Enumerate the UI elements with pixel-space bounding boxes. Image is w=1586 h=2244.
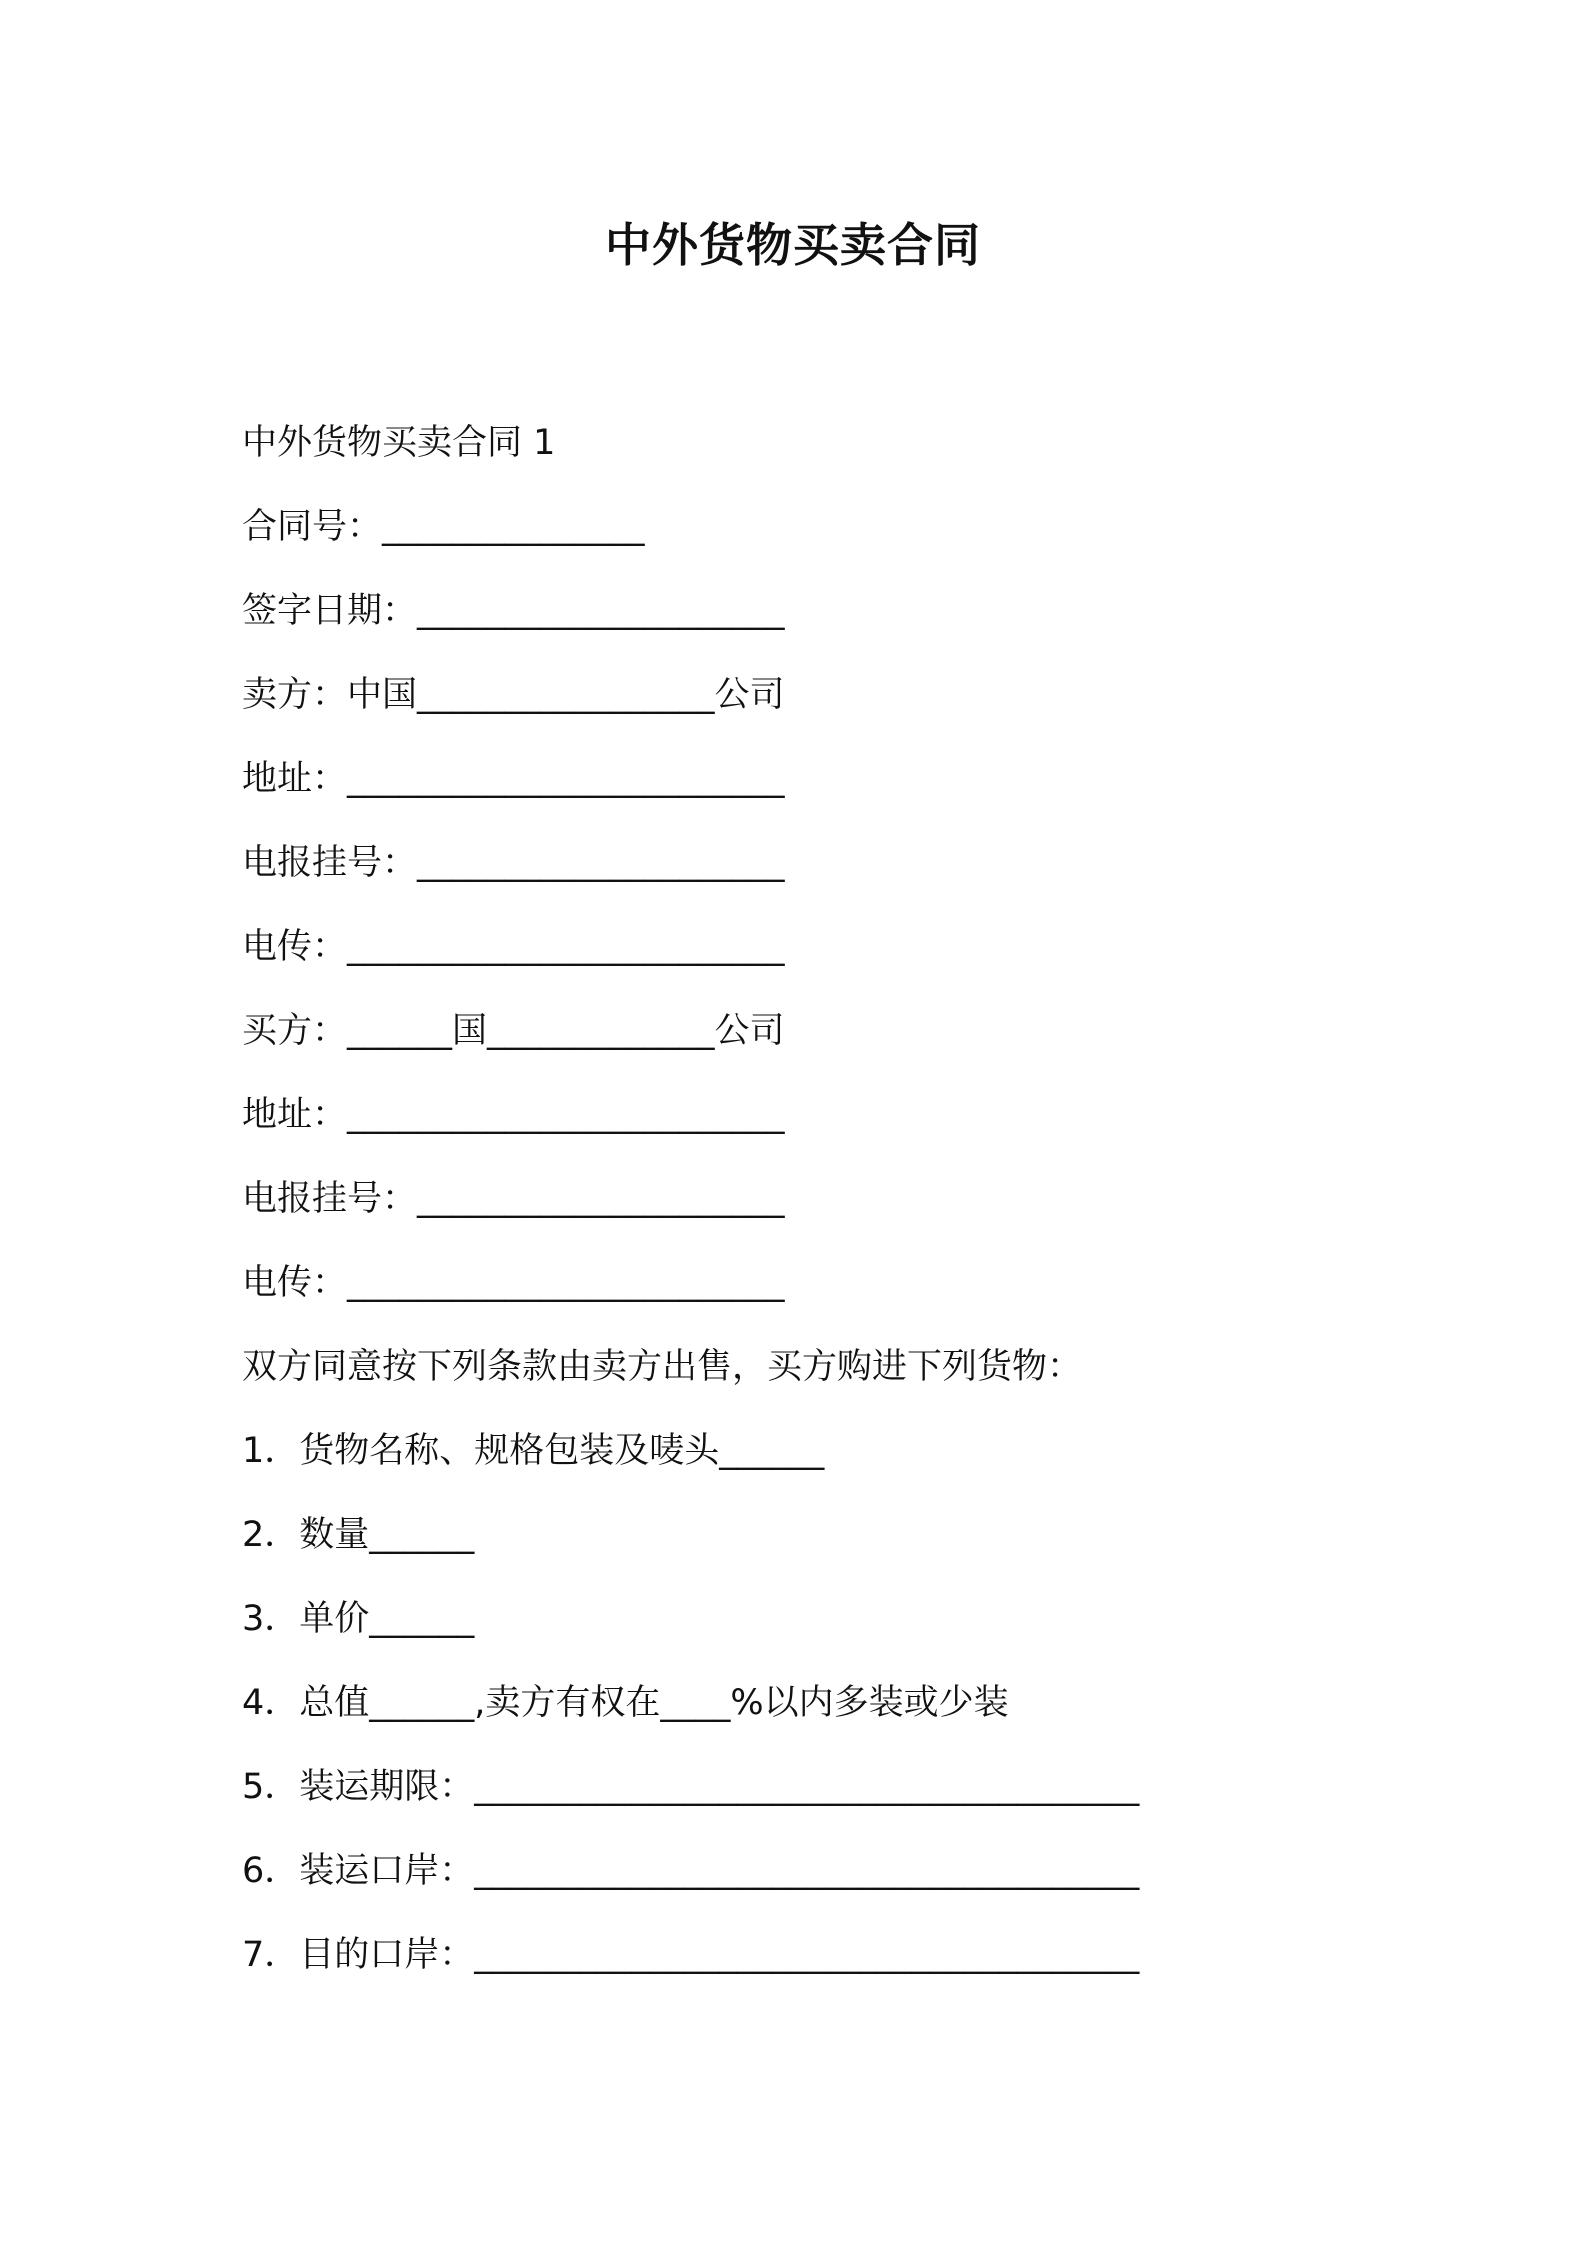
contract-subtitle: 中外货物买卖合同 1: [242, 423, 556, 463]
clause-2-quantity: 2．数量______: [242, 1515, 475, 1555]
clause-4-total-value: 4．总值______,卖方有权在____%以内多装或少装: [242, 1683, 1009, 1723]
seller-line: 卖方：中国_________________公司: [242, 675, 785, 715]
clause-3-unit-price: 3．单价______: [242, 1599, 475, 1639]
clause-1-goods: 1．货物名称、规格包装及唛头______: [242, 1431, 825, 1471]
seller-cable-line: 电报挂号：_____________________: [242, 843, 785, 883]
clause-6-loading-port: 6．装运口岸：______________________________________: [242, 1851, 1140, 1891]
agreement-intro: 双方同意按下列条款由卖方出售，买方购进下列货物：: [242, 1347, 1083, 1387]
buyer-cable-line: 电报挂号：_____________________: [242, 1179, 785, 1219]
seller-telex-line: 电传：_________________________: [242, 927, 785, 967]
clause-5-shipment-period: 5．装运期限：______________________________________: [242, 1767, 1140, 1807]
signing-date-line: 签字日期：_____________________: [242, 591, 785, 631]
clause-7-destination-port: 7．目的口岸：______________________________________: [242, 1935, 1140, 1975]
buyer-telex-line: 电传：_________________________: [242, 1263, 785, 1303]
contract-number-line: 合同号：_______________: [242, 507, 645, 547]
document-title: 中外货物买卖合同: [605, 218, 981, 272]
buyer-address-line: 地址：_________________________: [242, 1095, 785, 1135]
seller-address-line: 地址：_________________________: [242, 759, 785, 799]
buyer-line: 买方：______国_____________公司: [242, 1011, 785, 1051]
